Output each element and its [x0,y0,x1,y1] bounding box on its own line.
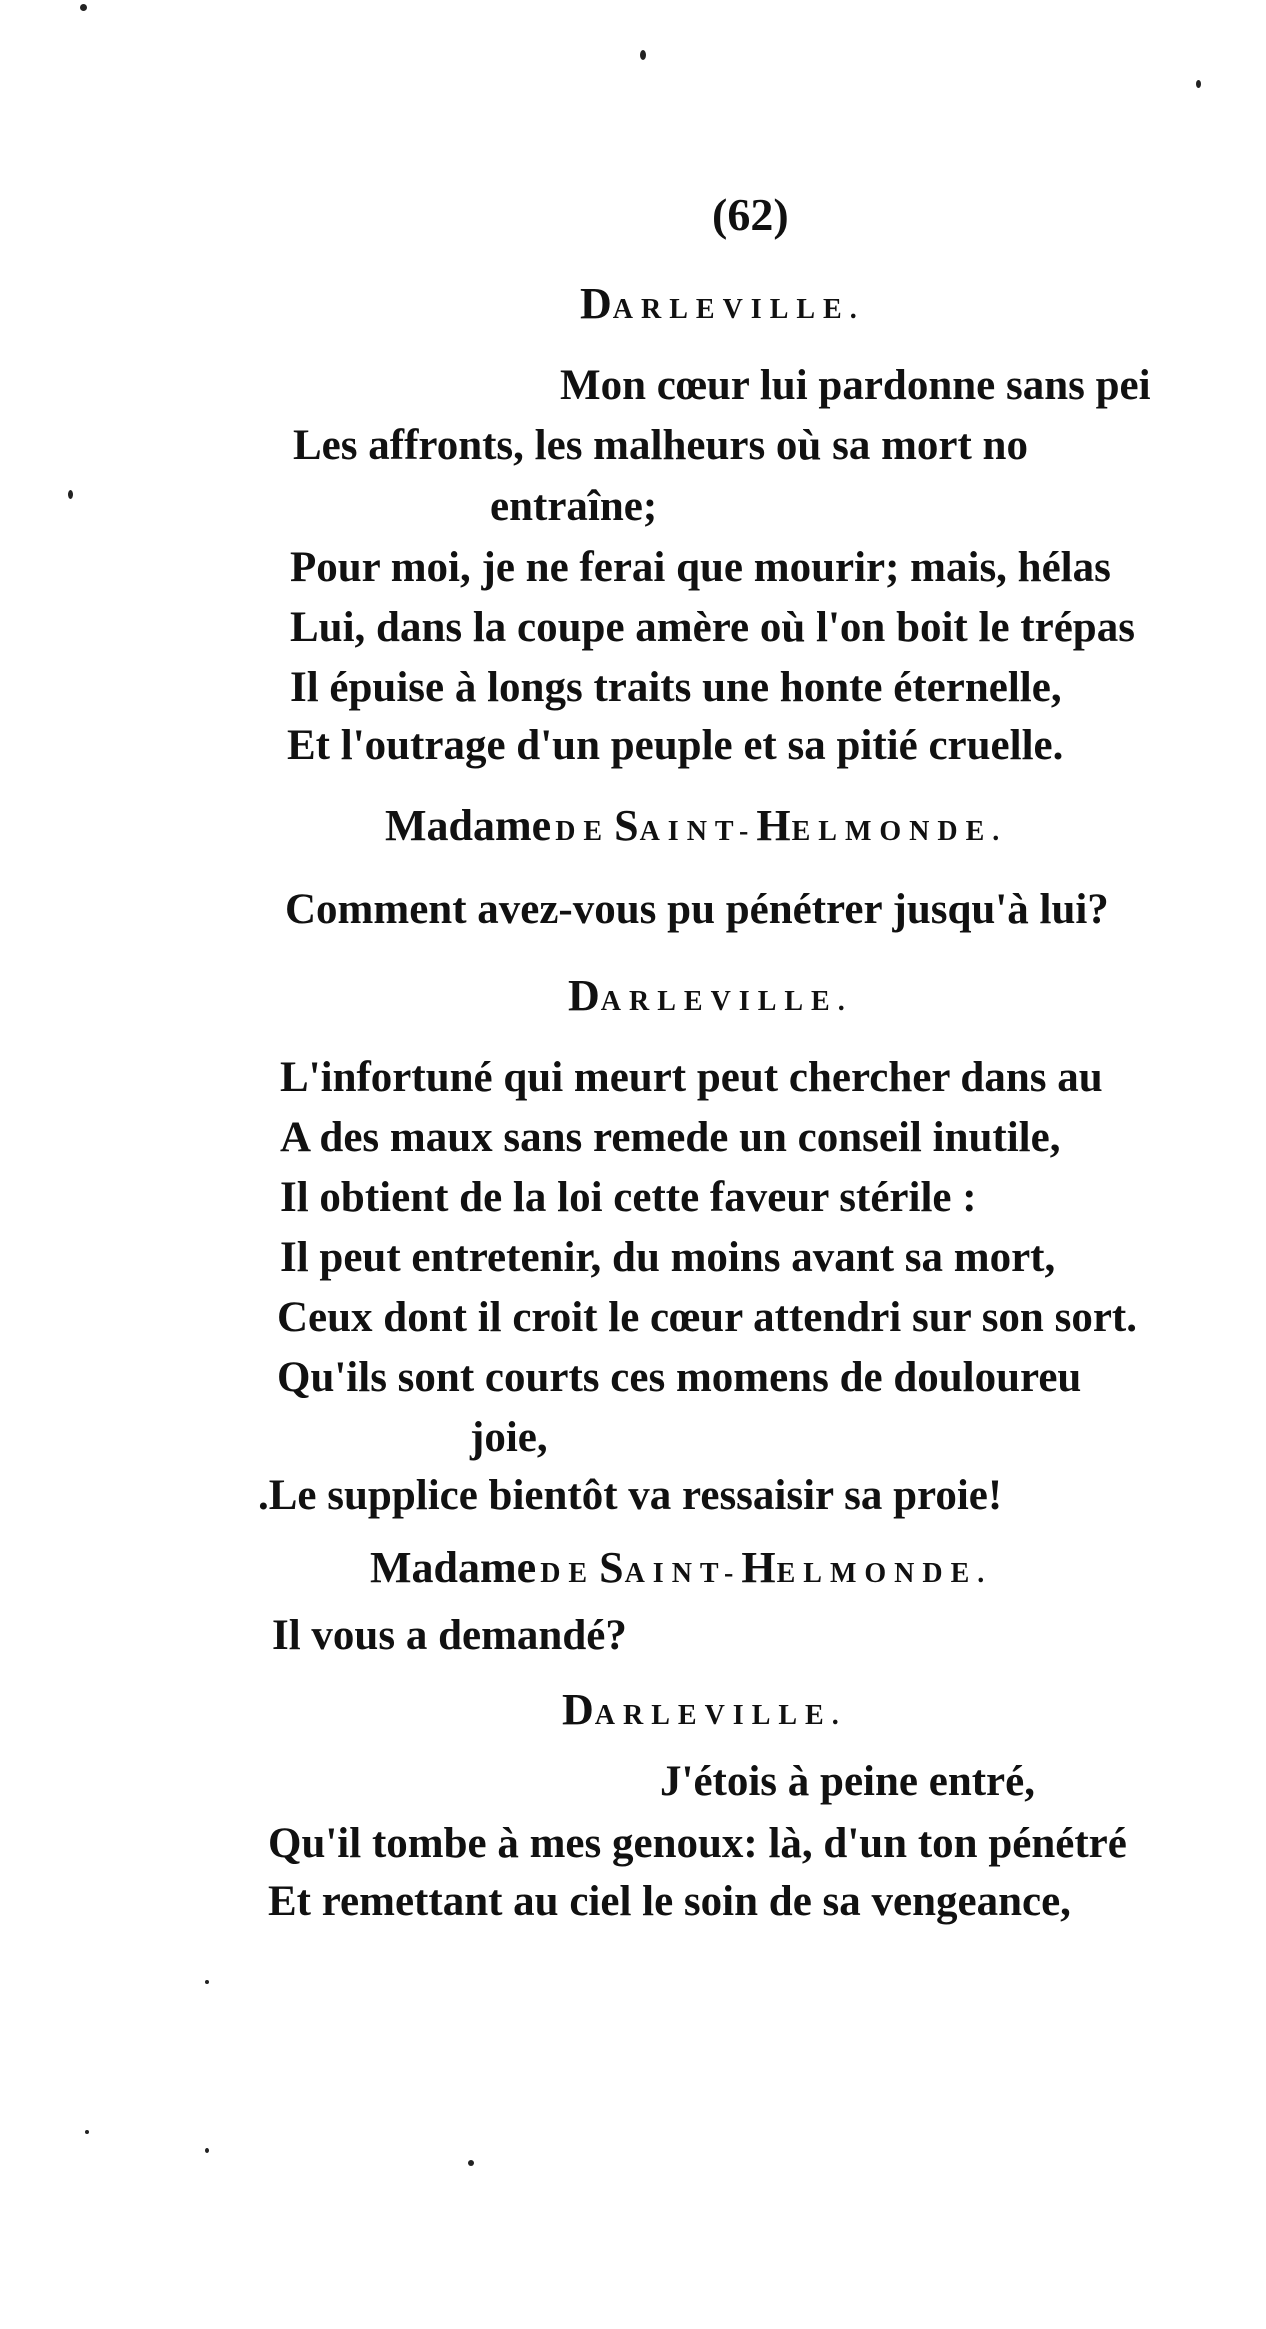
speaker-name-rest: AINT- [624,1558,742,1589]
page-number: (62) [712,189,789,240]
verse-line: Pour moi, je ne ferai que mourir; mais, hélas [290,544,1111,591]
verse-line: Il vous a demandé? [272,1612,627,1659]
verse-line: Lui, dans la coupe amère où l'on boit le trépas [290,604,1135,651]
speaker-initial: S [599,1543,625,1592]
speaker-prefix: Madame [370,1543,537,1592]
verse-line: Il peut entretenir, du moins avant sa mort, [280,1234,1056,1281]
speaker-name-rest: ARLEVILLE. [594,1700,847,1731]
speaker-initial: S [614,801,640,850]
verse-line: Il épuise à longs traits une honte éternelle, [290,664,1062,711]
verse-line: Comment avez-vous pu pénétrer jusqu'à lui? [285,886,1109,933]
speaker-name-rest-2: ELMONDE. [791,816,1008,847]
speaker-name-rest: AINT- [639,816,757,847]
verse-line: Et l'outrage d'un peuple et sa pitié cruelle. [287,722,1064,769]
speaker-name-rest: ARLEVILLE. [612,294,865,325]
speaker-darleville-2 [568,971,853,1020]
speaker-name-rest-2: ELMONDE. [776,1558,993,1589]
verse-line: L'infortuné qui meurt peut chercher dans au [280,1054,1103,1101]
verse-line: Mon cœur lui pardonne sans pei [560,362,1151,409]
speaker-initial: D [568,971,601,1020]
speaker-initial: D [580,279,613,328]
scan-speck [68,490,73,499]
verse-line: J'étois à peine entré, [660,1758,1035,1805]
scan-speck [80,4,87,11]
verse-line: A des maux sans remede un conseil inutile, [280,1114,1061,1161]
speaker-saint-helmonde-1 [385,801,1008,850]
speaker-prefix: Madame [385,801,552,850]
verse-line: Qu'il tombe à mes genoux: là, d'un ton pénétré [268,1820,1127,1867]
scan-speck [640,50,646,60]
scan-speck [468,2160,474,2166]
speaker-name-rest: ARLEVILLE. [600,986,853,1017]
speaker-particle: DE [555,816,611,847]
verse-line: joie, [470,1414,548,1461]
verse-line: Ceux dont il croit le cœur attendri sur son sort. [277,1294,1137,1341]
verse-line: Et remettant au ciel le soin de sa vengeance, [268,1878,1071,1925]
speaker-initial-2: H [756,801,792,850]
verse-line: .Le supplice bientôt va ressaisir sa proie! [258,1472,1003,1519]
verse-line: Les affronts, les malheurs où sa mort no [293,422,1028,469]
speaker-darleville-3 [562,1685,847,1734]
scan-speck [1196,80,1201,88]
speaker-initial-2: H [741,1543,777,1592]
scan-speck [205,2148,209,2153]
verse-line: Il obtient de la loi cette faveur stérile : [280,1174,977,1221]
speaker-saint-helmonde-2 [370,1543,993,1592]
verse-line: entraîne; [490,483,658,530]
speaker-darleville-1 [580,279,865,328]
speaker-particle: DE [540,1558,596,1589]
speaker-initial: D [562,1685,595,1734]
scan-speck [205,1980,209,1984]
verse-line: Qu'ils sont courts ces momens de douloureu [277,1354,1082,1401]
scan-speck [85,2130,89,2134]
